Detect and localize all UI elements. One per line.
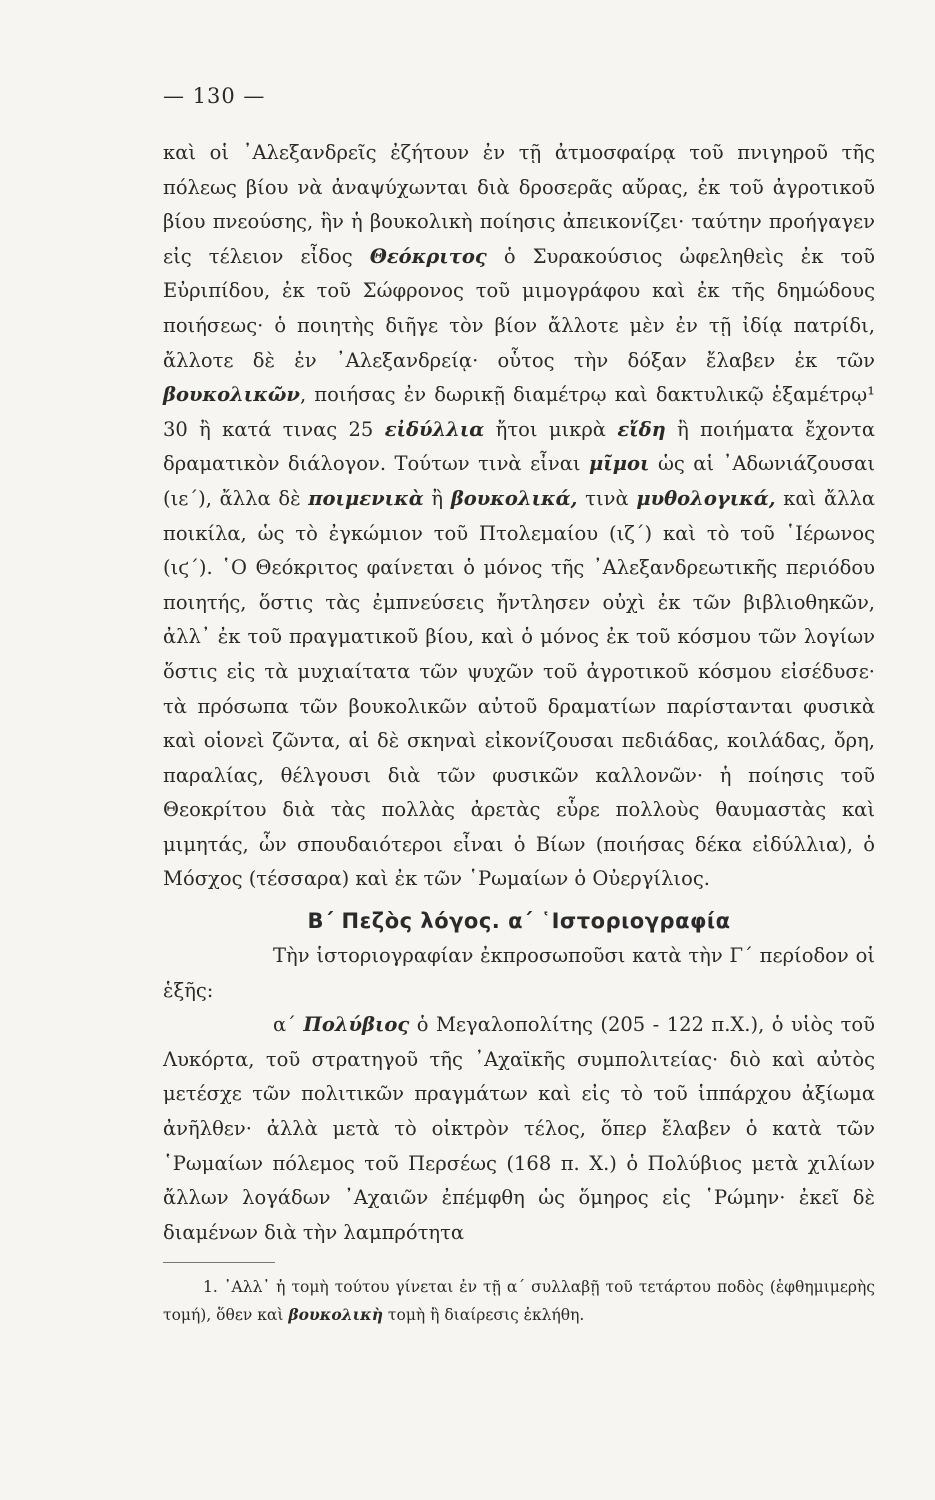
text-run: ἢ ποιήματα ἔχοντα δραματικὸν διάλογον. Τούτων τινὰ εἶναι xyxy=(163,417,875,476)
emphasis-theokritos: Θεόκριτος xyxy=(369,244,487,268)
text-run: καὶ οἱ ᾿Αλεξανδρεῖς ἐζήτουν ἐν τῇ ἀτμοσφαίρᾳ τοῦ πνιγηροῦ τῆς πόλεως βίου νὰ ἀναψύχωνται διὰ δροσερᾶς αὔρας, ἐκ τοῦ ἀγροτικοῦ βίου πνεούσης, ἣν ἡ βουκολικὴ ποίησις ἀπεικονίζει· ταύτην προήγαγεν εἰς τέλειον εἶδος xyxy=(163,141,875,268)
text-run: 1. ᾿Αλλ᾿ ἡ τομὴ τούτου γίνεται ἐν τῇ α΄ συλλαβῇ τοῦ τετάρτου ποδὸς (ἑφθημιμερὴς τομή), ὅθεν καὶ xyxy=(163,1278,875,1325)
paragraph-polybius xyxy=(163,1008,875,1250)
footnote xyxy=(163,1273,875,1329)
text-run: α΄ xyxy=(273,1013,304,1037)
emphasis-boukolikon: βουκολικῶν xyxy=(163,383,300,407)
emphasis-mimoi: μῖμοι xyxy=(589,452,650,476)
text-run: ὡς αἱ ᾿Αδωνιάζουσαι (ιε΄), ἄλλα δὲ xyxy=(163,452,875,510)
emphasis-eide: εἴδη xyxy=(617,417,666,441)
emphasis-boukolika: βουκολικά, xyxy=(450,486,578,510)
text-run: τινὰ xyxy=(577,486,637,510)
text-run: ὁ Μεγαλοπολίτης (205 - 122 π.Χ.), ὁ υἱὸς τοῦ Λυκόρτα, τοῦ στρατηγοῦ τῆς ᾿Αχαϊκῆς συμπολιτείας· διὸ καὶ αὐτὸς μετέσχε τῶν πολιτικῶν πραγμάτων καὶ εἰς τὸ τοῦ ἱππάρχου ἀξίωμα ἀνῆλθεν· ἀλλὰ μετὰ τὸ οἰκτρὸν τέλος, ὅπερ ἔλαβεν ὁ κατὰ τῶν ῾Ρωμαίων πόλεμος τοῦ Περσέως (168 π. Χ.) ὁ Πολύβιος μετὰ χιλίων ἄλλων λογάδων ᾿Αχαιῶν ἐπέμφθη ὡς ὅμηρος εἰς ῾Ρώμην· ἐκεῖ δὲ διαμένων διὰ τὴν λαμπρότητα xyxy=(163,1013,875,1244)
text-run: ἢ xyxy=(423,486,451,510)
emphasis-poimenika: ποιμενικὰ xyxy=(308,486,424,510)
paragraph-theocritus xyxy=(163,136,875,897)
text-run: καὶ ἄλλα ποικίλα, ὡς τὸ ἐγκώμιον τοῦ Πτολεμαίου (ιζ΄) καὶ τὸ τοῦ ῾Ιέρωνος (ιϛ΄). ῾Ο Θεόκριτος φαίνεται ὁ μόνος τῆς ᾿Αλεξανδρεωτικῆς περιόδου ποιητής, ὅστις τὰς ἐμπνεύσεις ἤντλησεν οὐχὶ ἐκ τῶν βιβλιοθηκῶν, ἀλλ᾿ ἐκ τοῦ πραγματικοῦ βίου, καὶ ὁ μόνος ἐκ τοῦ κόσμου τῶν λογίων ὅστις εἰς τὰ μυχιαίτατα τῶν ψυχῶν τοῦ ἀγροτικοῦ κόσμου εἰσέδυσε· τὰ πρόσωπα τῶν βουκολικῶν αὐτοῦ δραματίων παρίστανται φυσικὰ καὶ οἱονεὶ ζῶντα, αἱ δὲ σκηναὶ εἰκονίζουσαι πεδιάδας, κοιλάδας, ὄρη, παραλίας, θέλγουσι διὰ τῶν φυσικῶν καλλονῶν· ἡ ποίησις τοῦ Θεοκρίτου διὰ τὰς πολλὰς ἀρετὰς εὗρε πολλοὺς θαυμαστὰς καὶ μιμητάς, ὧν σπουδαιότεροι εἶναι ὁ Βίων (ποιήσας δέκα εἰδύλλια), ὁ Μόσχος (τέσσαρα) καὶ ἐκ τῶν ῾Ρωμαίων ὁ Οὐεργίλιος. xyxy=(163,486,876,891)
emphasis-boukolike: βουκολικὴ xyxy=(288,1305,383,1325)
text-run: τομὴ ἢ διαίρεσις ἐκλήθη. xyxy=(382,1306,585,1325)
paragraph-historiography-intro: Τὴν ἱστοριογραφίαν ἐκπροσωποῦσι κατὰ τὴν Γ΄ περίοδον οἱ ἑξῆς: xyxy=(163,944,875,1002)
page-number: — 130 — xyxy=(163,84,266,108)
text-run: ἤτοι μικρὰ xyxy=(484,417,618,441)
emphasis-mythologika: μυθολογικά, xyxy=(636,486,776,510)
book-page xyxy=(163,84,875,1329)
text-run: , ποιήσας ἐν δωρικῇ διαμέτρῳ καὶ δακτυλικῷ ἑξαμέτρῳ¹ 30 ἢ κατά τινας 25 xyxy=(163,383,875,441)
emphasis-polybios: Πολύβιος xyxy=(303,1013,410,1037)
section-heading: Β΄ Πεζὸς λόγος. α΄ ῾Ιστοριογραφία xyxy=(307,909,731,934)
text-run: ὁ Συρακούσιος ὠφεληθεὶς ἐκ τοῦ Εὐριπίδου, ἐκ τοῦ Σώφρονος τοῦ μιμογράφου καὶ ἐκ τῆς δημώδους ποιήσεως· ὁ ποιητὴς διῆγε τὸν βίον ἄλλοτε μὲν ἐν τῇ ἰδίᾳ πατρίδι, ἄλλοτε δὲ ἐν ᾿Αλεξανδρείᾳ· οὗτος τὴν δόξαν ἔλαβεν ἐκ τῶν xyxy=(163,244,875,372)
emphasis-eidyllia: εἰδύλλια xyxy=(384,417,485,441)
footnote-divider xyxy=(163,1262,275,1263)
